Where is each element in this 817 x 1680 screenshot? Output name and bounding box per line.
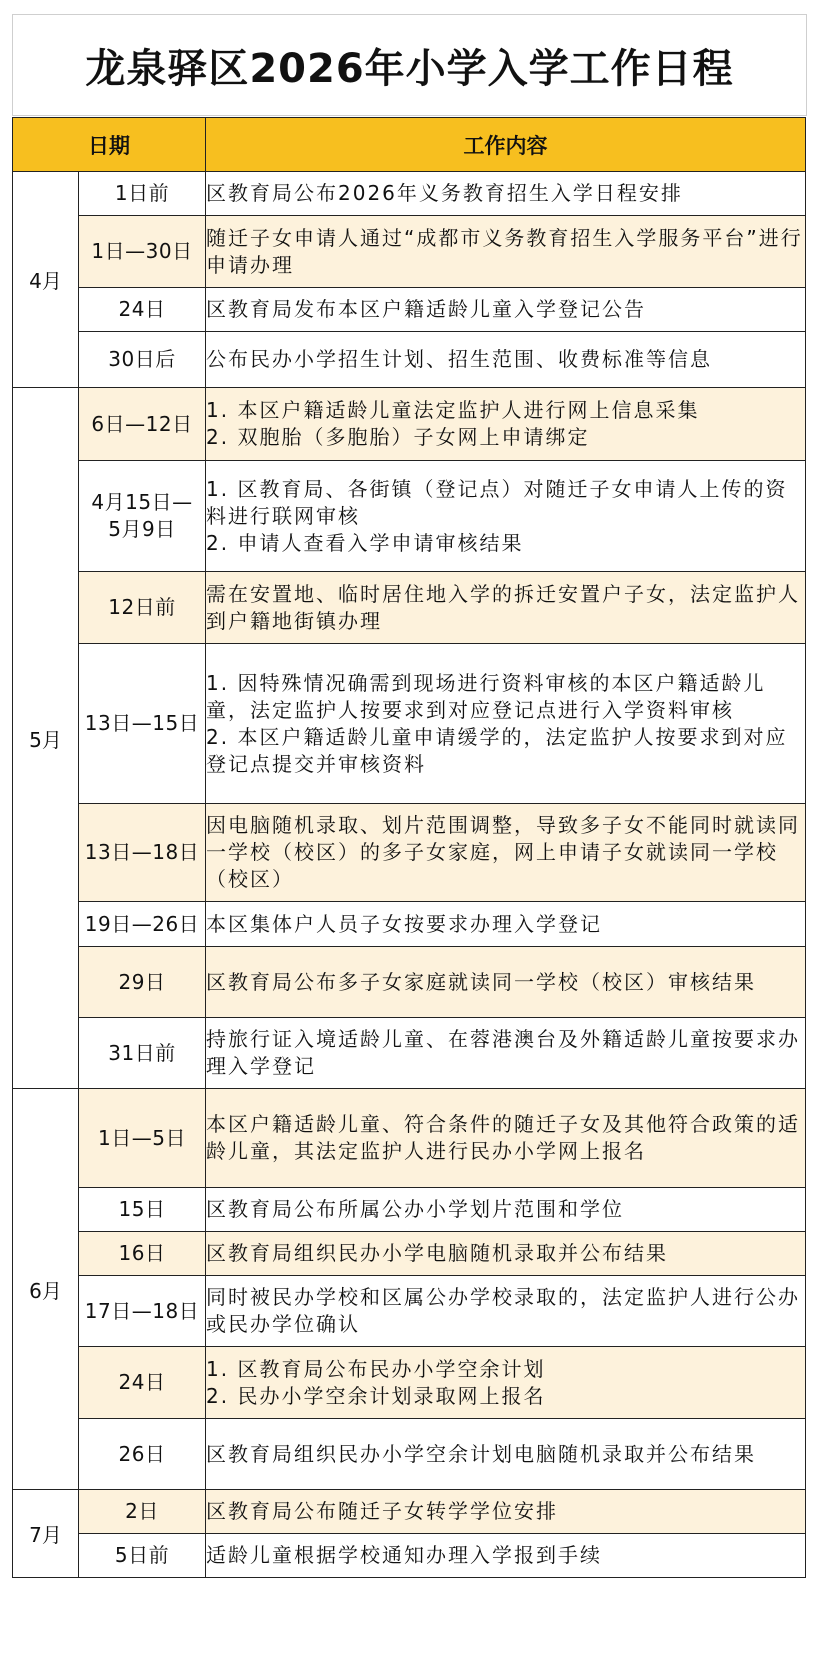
table-row [13, 1490, 806, 1534]
date-cell [79, 216, 206, 288]
content-cell [206, 1347, 806, 1419]
content-text: 1. 区教育局公布民办小学空余计划 [206, 1356, 546, 1381]
content-cell [206, 644, 806, 804]
content-text: 2. 申请人查看入学申请审核结果 [206, 530, 524, 555]
content-cell [206, 902, 806, 947]
date-text: 5日前 [114, 1543, 170, 1567]
content-text: 区教育局组织民办小学空余计划电脑随机录取并公布结果 [206, 1441, 756, 1466]
content-text: 区教育局公布随迁子女转学学位安排 [206, 1499, 558, 1523]
content-text: 同时被民办学校和区属公办学校录取的，法定监护人进行公办或民办学位确认 [206, 1285, 800, 1336]
content-text: 随迁子女申请人通过“成都市义务教育招生入学服务平台”进行申请办理 [206, 225, 803, 277]
content-cell [206, 288, 806, 332]
content-cell [206, 804, 806, 902]
header-date: 日期 [13, 118, 206, 172]
month-cell: 4月 [13, 172, 79, 388]
date-cell [79, 288, 206, 332]
content-cell [206, 572, 806, 644]
content-text: 本区集体户人员子女按要求办理入学登记 [206, 911, 602, 936]
table-row [13, 572, 806, 644]
content-text: 1. 区教育局、各街镇（登记点）对随迁子女申请人上传的资料进行联网审核 [206, 476, 788, 528]
table-row [13, 1534, 806, 1578]
date-cell [79, 332, 206, 388]
date-text: 29日 [118, 969, 166, 994]
date-text: 24日 [118, 1370, 166, 1394]
table-row [13, 947, 806, 1018]
table-row [13, 1276, 806, 1347]
date-cell [79, 1232, 206, 1276]
date-cell [79, 572, 206, 644]
date-text: 1日—5日 [98, 1125, 186, 1150]
table-row [13, 288, 806, 332]
date-text: 12日前 [108, 595, 176, 619]
date-text: 6日—12日 [91, 411, 193, 436]
table-header-row [13, 118, 806, 172]
table-row [13, 1018, 806, 1089]
content-text: 公布民办小学招生计划、招生范围、收费标准等信息 [206, 347, 712, 371]
date-text: 15日 [118, 1197, 166, 1221]
content-text: 需在安置地、临时居住地入学的拆迁安置户子女，法定监护人到户籍地街镇办理 [206, 581, 800, 633]
header-content: 工作内容 [206, 118, 806, 172]
content-cell [206, 1490, 806, 1534]
date-text: 5月9日 [108, 517, 176, 541]
date-cell [79, 804, 206, 902]
date-cell [79, 172, 206, 216]
date-text: 31日前 [108, 1040, 176, 1065]
date-cell [79, 947, 206, 1018]
date-cell [79, 1490, 206, 1534]
month-cell: 5月 [13, 388, 79, 1089]
table-row [13, 216, 806, 288]
table-row [13, 332, 806, 388]
date-text: 30日后 [108, 347, 176, 371]
title-box [12, 14, 807, 116]
content-cell [206, 172, 806, 216]
date-cell [79, 1534, 206, 1578]
content-cell [206, 1419, 806, 1490]
date-cell [79, 1188, 206, 1232]
date-cell [79, 1347, 206, 1419]
table-row [13, 1232, 806, 1276]
content-text: 区教育局公布2026年义务教育招生入学日程安排 [206, 181, 683, 205]
table-row [13, 1347, 806, 1419]
content-text: 持旅行证入境适龄儿童、在蓉港澳台及外籍适龄儿童按要求办理入学登记 [206, 1027, 800, 1078]
content-text: 2. 民办小学空余计划录取网上报名 [206, 1383, 546, 1408]
content-cell [206, 1188, 806, 1232]
schedule-table [12, 117, 806, 1578]
content-text: 本区户籍适龄儿童、符合条件的随迁子女及其他符合政策的适龄儿童，其法定监护人进行民办小学网上报名 [206, 1112, 800, 1163]
date-cell [79, 1276, 206, 1347]
date-text: 2日 [125, 1499, 159, 1523]
date-cell [79, 1018, 206, 1089]
table-row [13, 1188, 806, 1232]
content-text: 1. 本区户籍适龄儿童法定监护人进行网上信息采集 [206, 398, 700, 422]
page-title: 龙泉驿区2026年小学入学工作日程 [85, 45, 734, 92]
date-text: 17日—18日 [84, 1298, 200, 1323]
content-cell [206, 947, 806, 1018]
date-text: 1日—30日 [91, 239, 193, 263]
date-text: 16日 [118, 1241, 166, 1265]
content-text: 2. 本区户籍适龄儿童申请缓学的，法定监护人按要求到对应登记点提交并审核资料 [206, 724, 788, 776]
content-cell [206, 1276, 806, 1347]
date-text: 26日 [118, 1441, 166, 1466]
table-row [13, 1089, 806, 1188]
table-row [13, 172, 806, 216]
date-text: 13日—18日 [84, 840, 200, 864]
content-text: 因电脑随机录取、划片范围调整，导致多子女不能同时就读同一学校（校区）的多子女家庭，网上申请子女就读同一学校（校区） [206, 813, 800, 891]
content-text: 区教育局公布所属公办小学划片范围和学位 [206, 1197, 624, 1221]
date-cell [79, 1089, 206, 1188]
content-text: 1. 因特殊情况确需到现场进行资料审核的本区户籍适龄儿童，法定监护人按要求到对应登记点进行入学资料审核 [206, 670, 766, 722]
date-text: 19日—26日 [84, 911, 200, 936]
content-cell [206, 1089, 806, 1188]
content-cell [206, 332, 806, 388]
content-text: 2. 双胞胎（多胞胎）子女网上申请绑定 [206, 425, 590, 449]
table-row [13, 644, 806, 804]
date-cell [79, 388, 206, 461]
table-row [13, 804, 806, 902]
content-cell [206, 216, 806, 288]
date-text: 24日 [118, 297, 166, 321]
date-cell [79, 461, 206, 572]
table-row [13, 902, 806, 947]
content-text: 区教育局组织民办小学电脑随机录取并公布结果 [206, 1241, 668, 1265]
date-text: 13日—15日 [84, 711, 200, 735]
month-cell: 7月 [13, 1490, 79, 1578]
content-cell [206, 1018, 806, 1089]
schedule-body [13, 172, 806, 1578]
content-cell [206, 1534, 806, 1578]
content-cell [206, 1232, 806, 1276]
content-cell [206, 388, 806, 461]
month-cell: 6月 [13, 1089, 79, 1490]
content-text: 区教育局发布本区户籍适龄儿童入学登记公告 [206, 297, 646, 321]
date-cell [79, 1419, 206, 1490]
table-row [13, 1419, 806, 1490]
date-cell [79, 902, 206, 947]
date-text: 4月15日— [91, 490, 193, 514]
table-row [13, 388, 806, 461]
content-text: 适龄儿童根据学校通知办理入学报到手续 [206, 1543, 602, 1567]
date-text: 1日前 [114, 181, 170, 205]
content-cell [206, 461, 806, 572]
table-row [13, 461, 806, 572]
date-cell [79, 644, 206, 804]
content-text: 区教育局公布多子女家庭就读同一学校（校区）审核结果 [206, 969, 756, 994]
